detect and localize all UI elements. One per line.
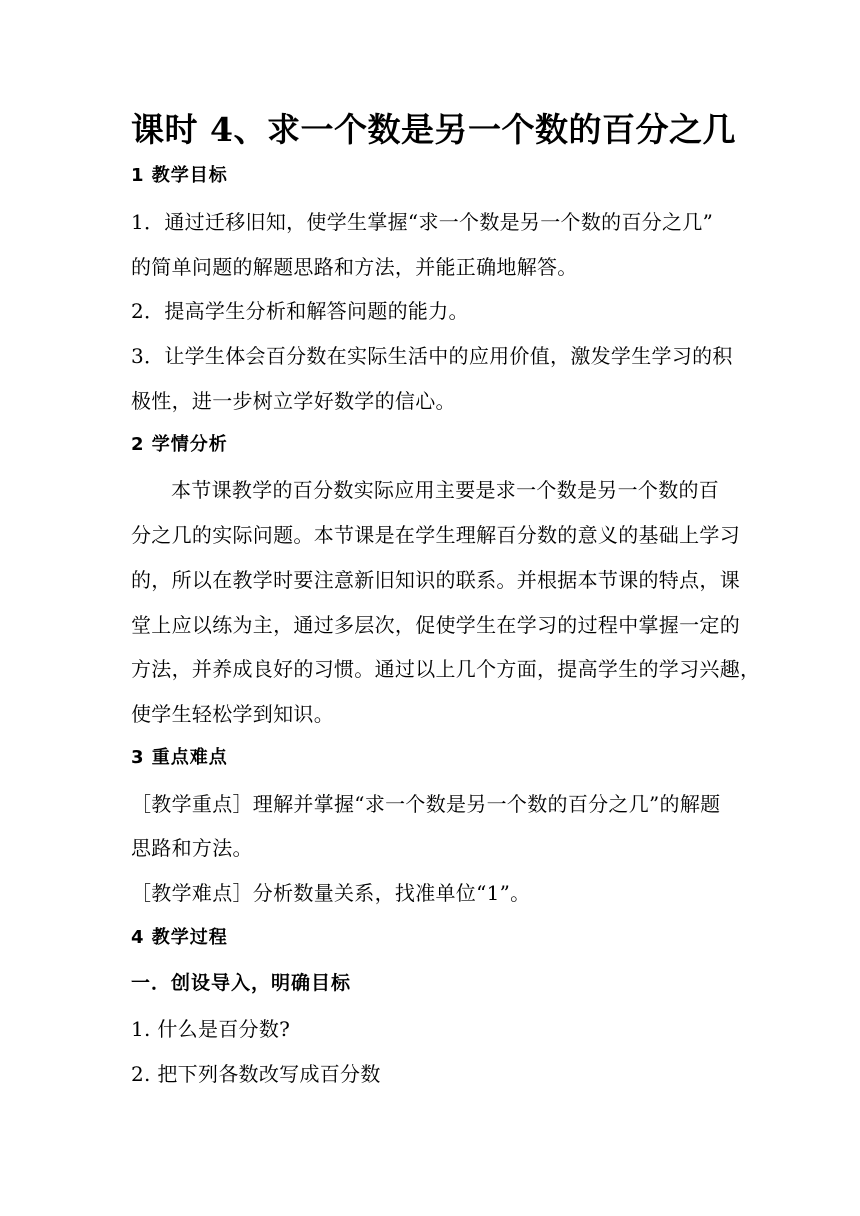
paragraph-line: 思路和方法。: [131, 836, 253, 860]
section-heading-teaching-objectives: 1 教学目标: [131, 165, 228, 186]
paragraph-line: 使学生轻松学到知识。: [131, 702, 334, 726]
paragraph-line: 本节课教学的百分数实际应用主要是求一个数是另一个数的百: [171, 478, 720, 502]
paragraph-line: 的，所以在教学时要注意新旧知识的联系。并根据本节课的特点，课: [131, 568, 740, 592]
paragraph-line: 极性，进一步树立学好数学的信心。: [131, 389, 456, 413]
document-title: 课时 4、求一个数是另一个数的百分之几: [131, 110, 736, 149]
subsection-heading: 一．创设导入，明确目标: [131, 972, 352, 994]
paragraph-line: 方法，并养成良好的习惯。通过以上几个方面，提高学生的学习兴趣，: [131, 657, 761, 681]
paragraph-line: ［教学重点］理解并掌握“求一个数是另一个数的百分之几”的解题: [131, 792, 721, 816]
paragraph-line: 2. 把下列各数改写成百分数: [131, 1062, 381, 1086]
paragraph-line: 3．让学生体会百分数在实际生活中的应用价值，激发学生学习的积: [131, 344, 733, 368]
paragraph-line: 分之几的实际问题。本节课是在学生理解百分数的意义的基础上学习: [131, 523, 740, 547]
section-heading-learner-analysis: 2 学情分析: [131, 434, 228, 455]
paragraph-line: 1. 什么是百分数?: [131, 1017, 291, 1041]
paragraph-line: 2．提高学生分析和解答问题的能力。: [131, 299, 469, 323]
section-heading-teaching-process: 4 教学过程: [131, 927, 228, 948]
section-heading-key-difficulties: 3 重点难点: [131, 747, 228, 768]
paragraph-line: 1．通过迁移旧知，使学生掌握“求一个数是另一个数的百分之几”: [131, 210, 714, 234]
paragraph-line: 堂上应以练为主，通过多层次，促使学生在学习的过程中掌握一定的: [131, 613, 740, 637]
paragraph-line: 的简单问题的解题思路和方法，并能正确地解答。: [131, 255, 578, 279]
paragraph-line: ［教学难点］分析数量关系，找准单位“1”。: [131, 881, 531, 905]
